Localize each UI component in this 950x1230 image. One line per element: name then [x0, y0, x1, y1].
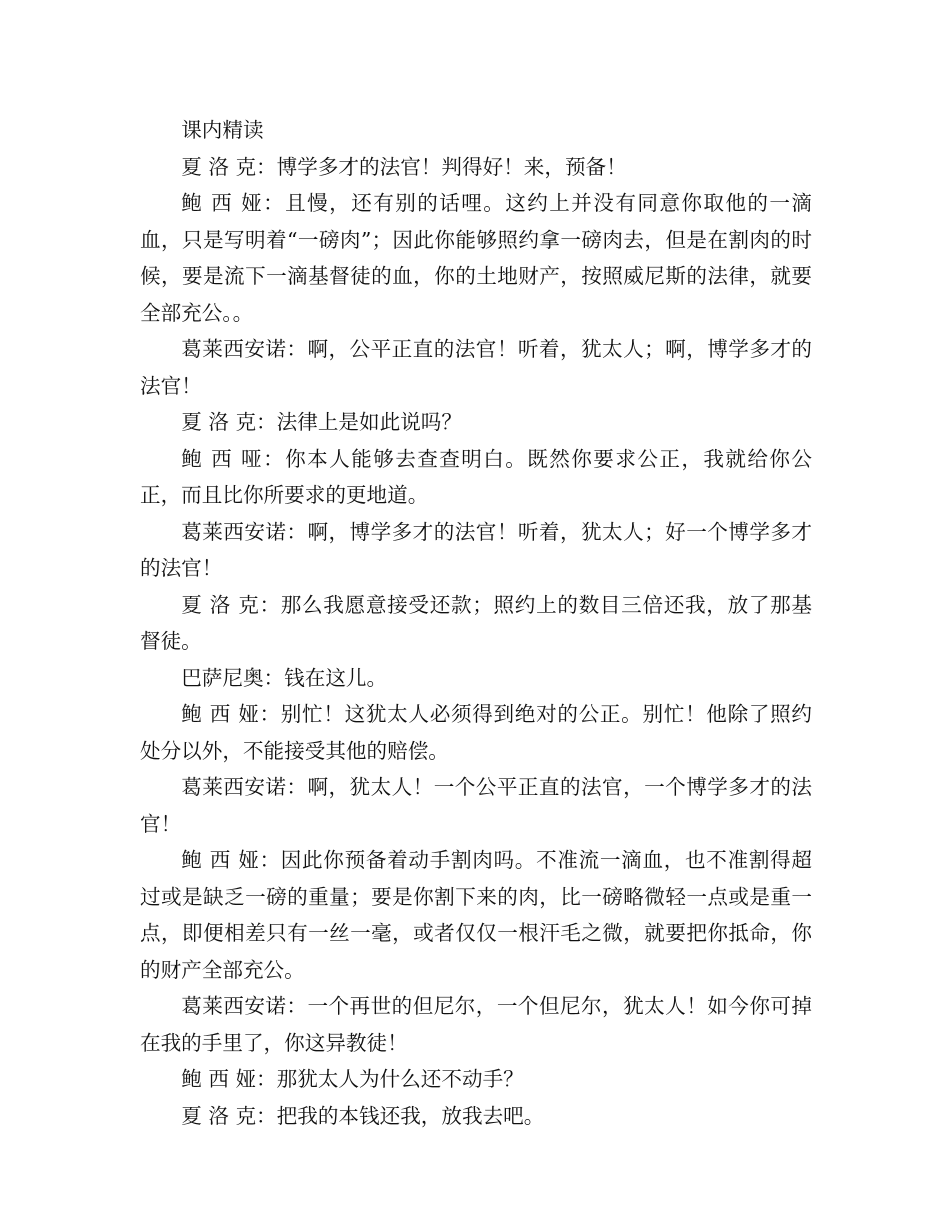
document-page	[140, 112, 812, 1134]
dialogue-line: 葛莱西安诺：一个再世的但尼尔，一个但尼尔，犹太人！如今你可掉在我的手里了，你这异教徒！	[140, 994, 812, 1055]
dialogue-line: 夏 洛 克：法律上是如此说吗？	[181, 410, 462, 434]
dialogue-line: 鲍 西 娅：且慢，还有别的话哩。这约上并没有同意你取他的一滴血，只是写明着“一磅肉”；因此你能够照约拿一磅肉去，但是在割肉的时候，要是流下一滴基督徒的血，你的土地财产，按照威尼斯的法律，就要全部充公。。	[140, 191, 812, 325]
dialogue-line: 夏 洛 克：把我的本钱还我，放我去吧。	[181, 1103, 545, 1128]
dialogue-line: 夏 洛 克：那么我愿意接受还款；照约上的数目三倍还我，放了那基督徒。	[140, 592, 812, 653]
dialogue-line: 鲍 西 哑：你本人能够去查查明白。既然你要求公正，我就给你公正，而且比你所要求的更地道。	[140, 446, 812, 507]
dialogue-line: 鲍 西 娅：那犹太人为什么还不动手？	[181, 1067, 524, 1091]
dialogue-line: 夏 洛 克：博学多才的法官！判得好！来，预备！	[181, 154, 627, 179]
dialogue-line: 葛莱西安诺：啊，公平正直的法官！听着，犹太人；啊，博学多才的法官！	[140, 337, 812, 398]
section-heading: 课内精读	[181, 118, 264, 142]
dialogue-line: 葛莱西安诺：啊，博学多才的法官！听着，犹太人；好一个博学多才的法官！	[140, 519, 812, 580]
dialogue-line: 鲍 西 娅：别忙！这犹太人必须得到绝对的公正。别忙！他除了照约处分以外，不能接受其他的赔偿。	[140, 702, 812, 763]
dialogue-line: 鲍 西 娅：因此你预备着动手割肉吗。不准流一滴血，也不准割得超过或是缺乏一磅的重量；要是你割下来的肉，比一磅略微轻一点或是重一点，即便相差只有一丝一毫，或者仅仅一根汗毛之微，就要把你抵命，你的财产全部充公。	[140, 848, 812, 982]
dialogue-line: 巴萨尼奥：钱在这儿。	[181, 665, 388, 690]
dialogue-line: 葛莱西安诺：啊，犹太人！一个公平正直的法官，一个博学多才的法官！	[140, 775, 812, 836]
